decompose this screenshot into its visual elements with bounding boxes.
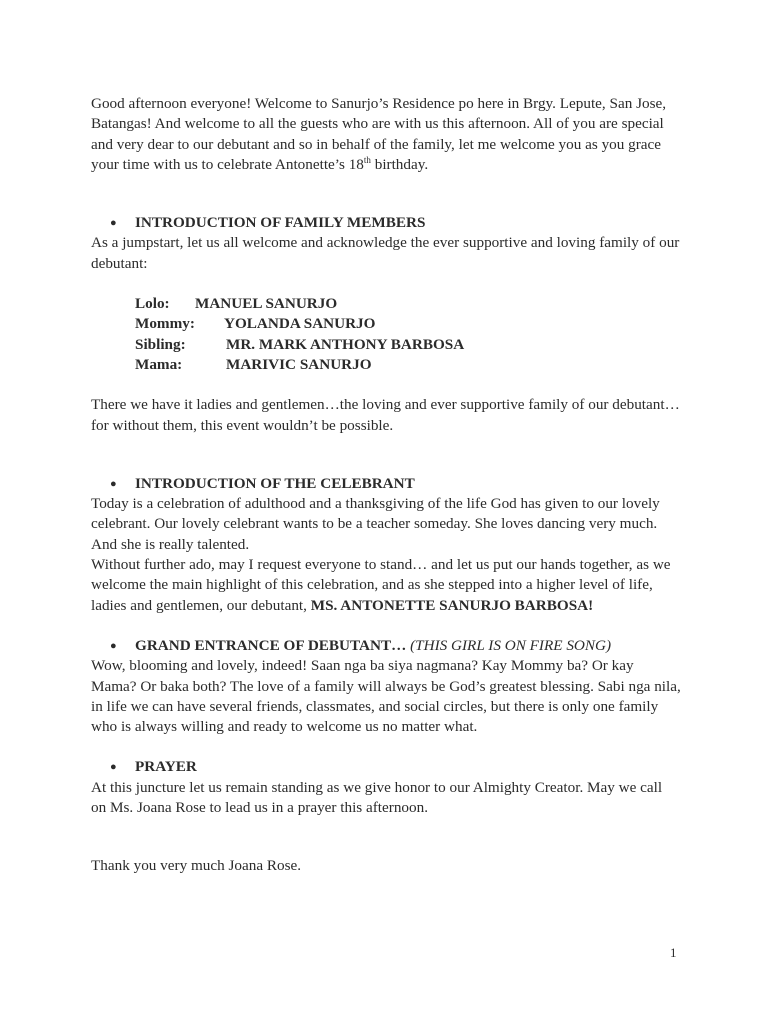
family-name: MR. MARK ANTHONY BARBOSA [226, 335, 465, 353]
document-body [91, 94, 681, 877]
section-heading-family [91, 213, 681, 233]
family-name: MANUEL SANURJO [195, 295, 338, 313]
intro-text-end: birthday. [370, 155, 429, 173]
celebrant-paragraph: Today is a celebration of adulthood and a thanksgiving of the life God has given to our lovely celebrant. Our lovely celebrant wants to be a teacher someday. She loves dancing very much. And she is really talented. [91, 495, 660, 553]
family-list [135, 294, 681, 375]
family-row [135, 314, 681, 334]
bullet-icon: ● [110, 761, 117, 774]
intro-text: Good afternoon everyone! Welcome to Sanurjo’s Residence po here in Brgy. Lepute, San Jose, Batangas! And welcome to all the guests who are with us this afternoon. All of you are special and very dear to our debutant and so in behalf of the family, let me welcome you as you grace your time with us to celebrate Antonette’s 18 [91, 95, 667, 173]
grand-entrance-paragraph: Wow, blooming and lovely, indeed! Saan nga ba siya nagmana? Kay Mommy ba? Or kay Mama? Or baka both? The love of a family will always be God’s greatest blessing. Sabi nga nila, in life we can have several friends, classmates, and social circles, but there is only one family who is always willing and ready to welcome us no matter what. [91, 657, 681, 736]
page-number: 1 [670, 945, 677, 960]
section-heading-prayer [91, 757, 681, 777]
celebrant-text: Without further ado, may I request everyone to stand… and let us put our hands together, as we welcome the main highlight of this celebration, and as she stepped into a higher level of life, ladies and gentlemen, our debutant, [91, 556, 671, 614]
bullet-icon: ● [110, 217, 117, 230]
family-name: MARIVIC SANURJO [226, 355, 372, 373]
family-row [135, 335, 681, 355]
debutant-name: MS. ANTONETTE SANURJO BARBOSA! [310, 596, 594, 614]
bullet-icon: ● [110, 477, 117, 490]
family-name: YOLANDA SANURJO [224, 315, 376, 333]
heading-text: PRAYER [135, 758, 197, 776]
thanks-line: Thank you very much Joana Rose. [91, 857, 302, 875]
section-heading-celebrant [91, 474, 681, 494]
heading-text: INTRODUCTION OF FAMILY MEMBERS [135, 214, 426, 232]
intro-paragraph [91, 94, 676, 175]
family-closing-paragraph: There we have it ladies and gentlemen…the loving and ever supportive family of our debutant… for without them, this event wouldn’t be possible. [91, 396, 680, 434]
family-role: Lolo: [135, 295, 170, 313]
ordinal-suffix: th [363, 154, 371, 165]
family-role: Mommy: [135, 315, 195, 333]
celebrant-paragraph-2 [91, 555, 681, 616]
family-role: Mama: [135, 355, 183, 373]
bullet-icon: ● [110, 639, 117, 652]
family-intro-paragraph: As a jumpstart, let us all welcome and acknowledge the ever supportive and loving family of our debutant: [91, 234, 680, 272]
song-note: (THIS GIRL IS ON FIRE SONG) [406, 636, 612, 654]
heading-text: INTRODUCTION OF THE CELEBRANT [135, 474, 415, 492]
family-row [135, 294, 681, 314]
prayer-paragraph: At this juncture let us remain standing as we give honor to our Almighty Creator. May we call on Ms. Joana Rose to lead us in a prayer this afternoon. [91, 778, 663, 817]
section-heading-grand-entrance [91, 636, 681, 656]
heading-text: GRAND ENTRANCE OF DEBUTANT… [135, 636, 407, 654]
family-row [135, 355, 681, 375]
family-role: Sibling: [135, 335, 186, 353]
